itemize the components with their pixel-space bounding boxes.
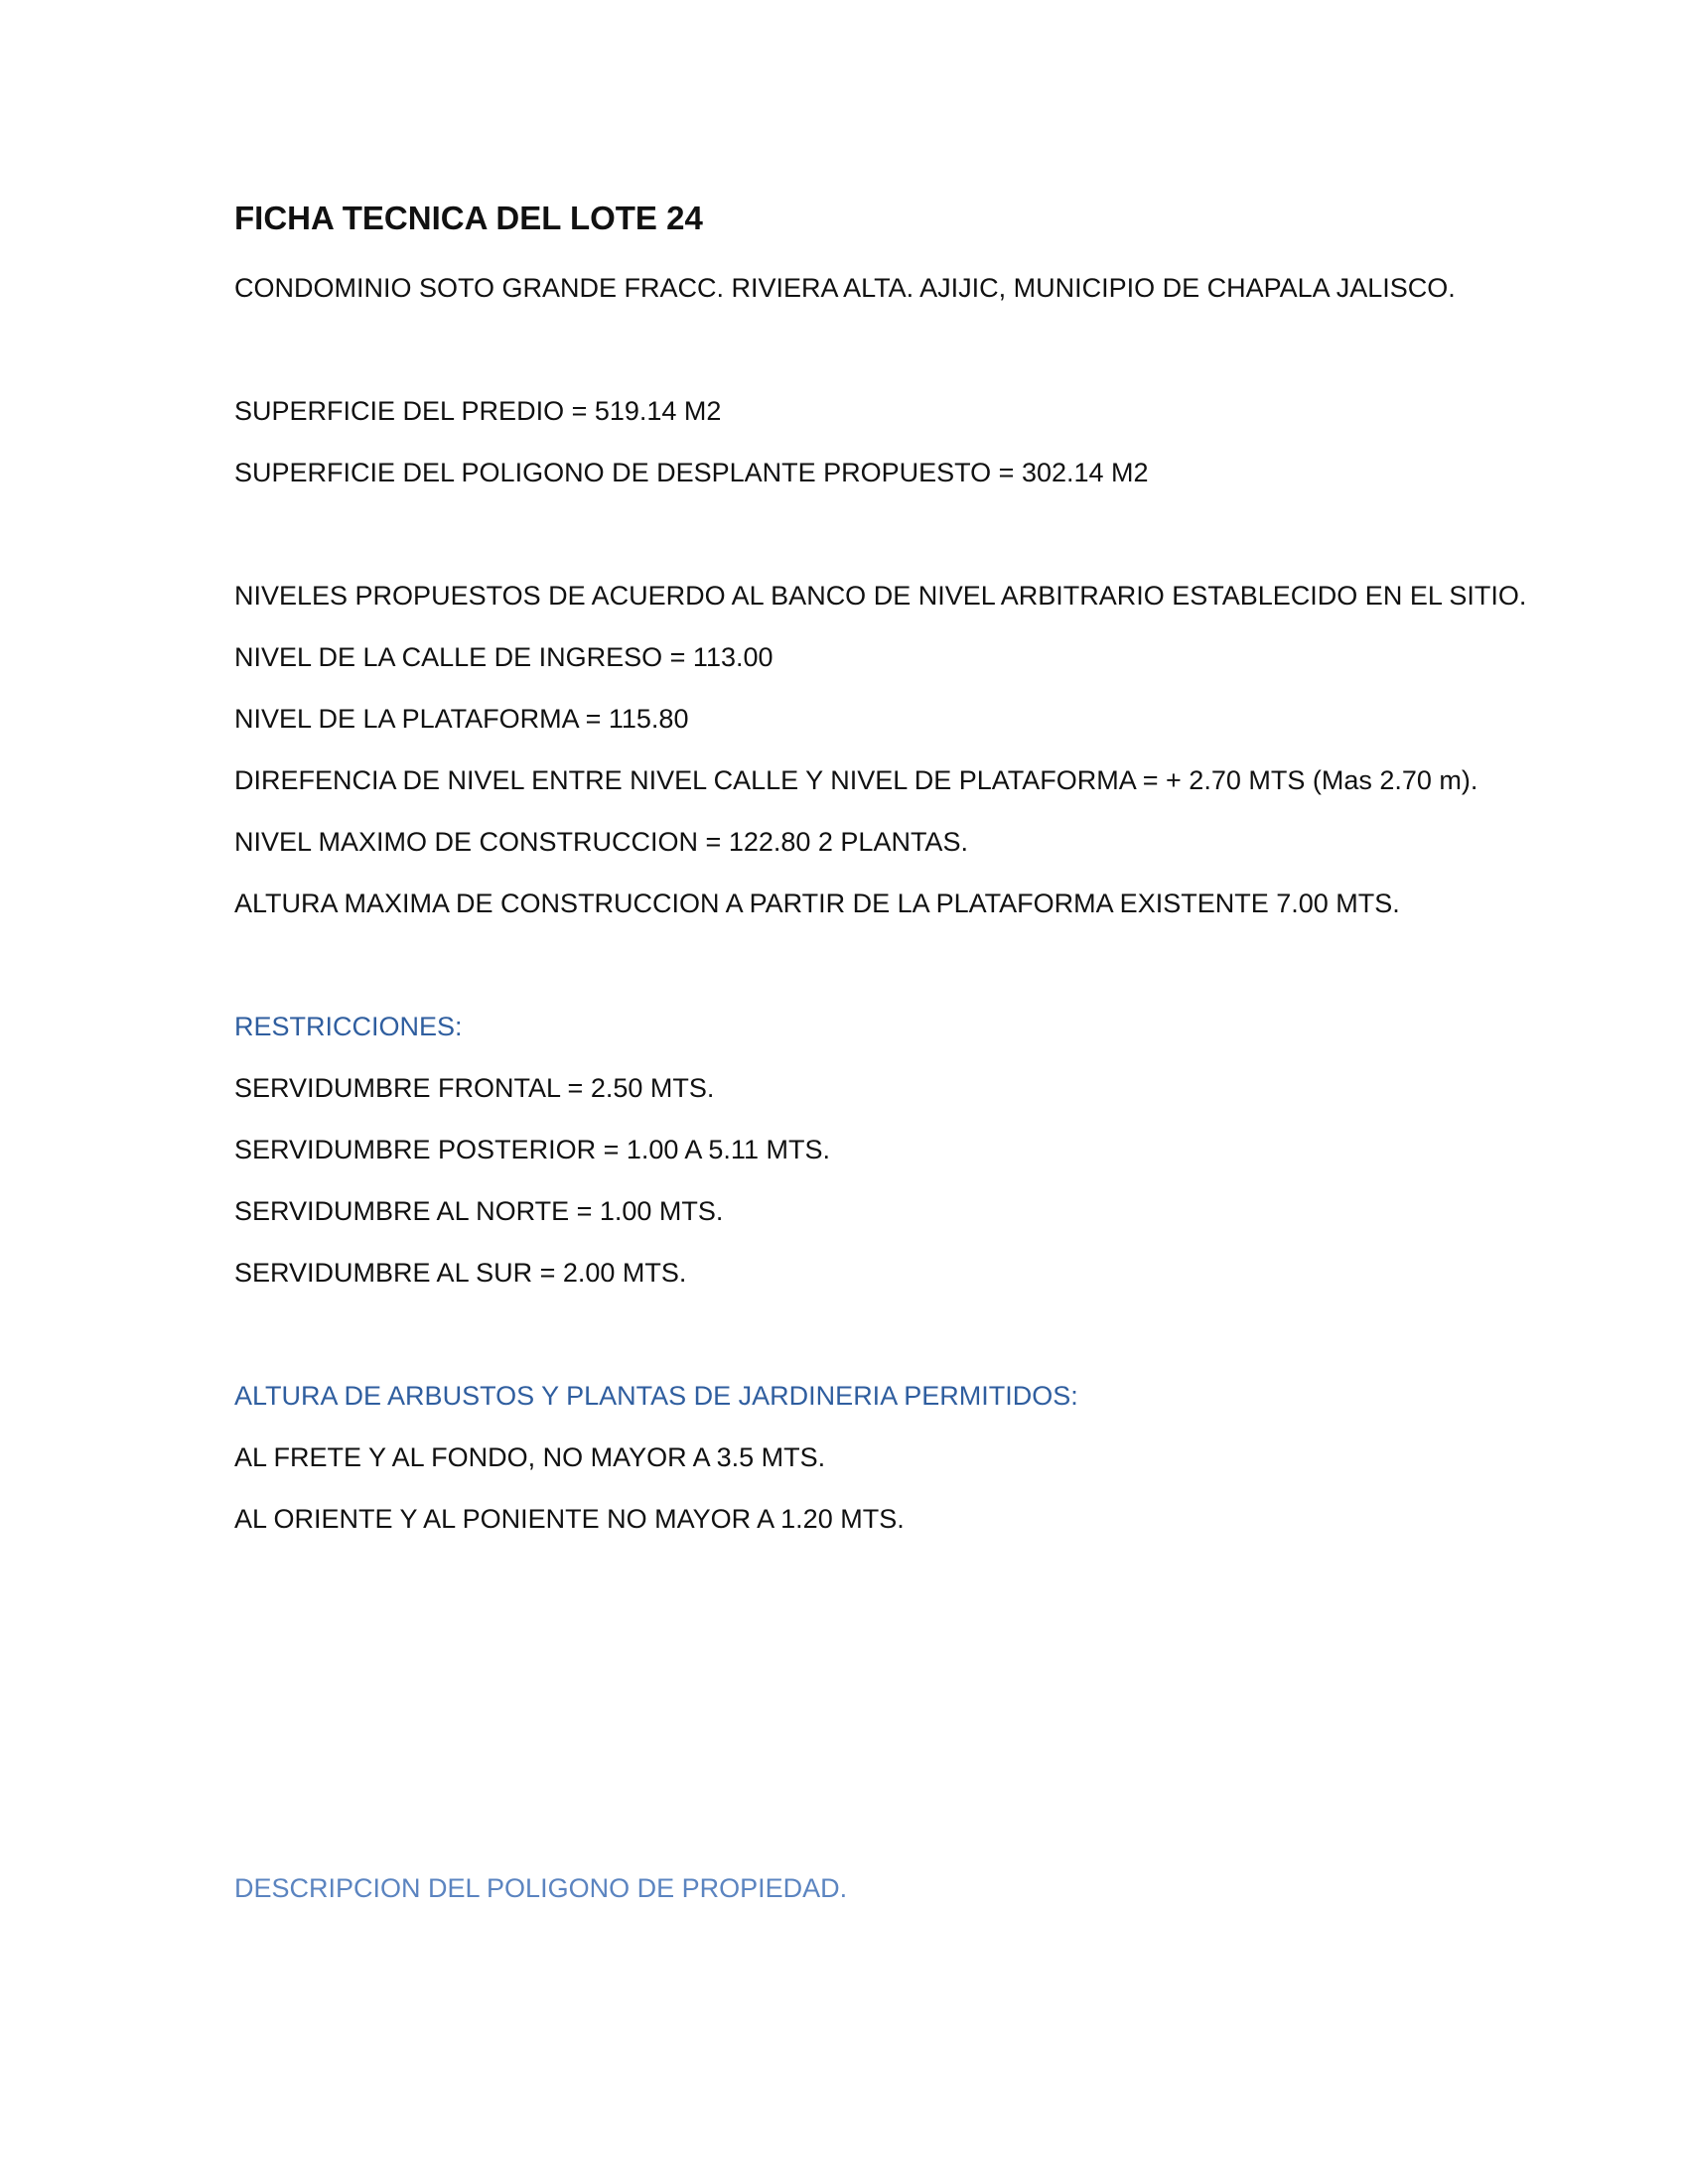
level-plataforma: NIVEL DE LA PLATAFORMA = 115.80 <box>234 704 689 734</box>
plants-frente-fondo: AL FRETE Y AL FONDO, NO MAYOR A 3.5 MTS. <box>234 1442 826 1472</box>
document-title: FICHA TECNICA DEL LOTE 24 <box>234 200 703 236</box>
restriction-posterior: SERVIDUMBRE POSTERIOR = 1.00 A 5.11 MTS. <box>234 1135 830 1164</box>
plants-oriente-poniente: AL ORIENTE Y AL PONIENTE NO MAYOR A 1.20 MTS. <box>234 1504 905 1534</box>
plants-heading: ALTURA DE ARBUSTOS Y PLANTAS DE JARDINERIA PERMITIDOS: <box>234 1381 1078 1411</box>
polygon-heading: DESCRIPCION DEL POLIGONO DE PROPIEDAD. <box>234 1873 848 1903</box>
document-subtitle: CONDOMINIO SOTO GRANDE FRACC. RIVIERA ALTA. AJIJIC, MUNICIPIO DE CHAPALA JALISCO. <box>234 273 1456 303</box>
restrictions-heading: RESTRICCIONES: <box>234 1012 463 1041</box>
area-predio: SUPERFICIE DEL PREDIO = 519.14 M2 <box>234 396 722 426</box>
level-diferencia: DIREFENCIA DE NIVEL ENTRE NIVEL CALLE Y NIVEL DE PLATAFORMA = + 2.70 MTS (Mas 2.70 m). <box>234 765 1478 795</box>
altura-maxima-construccion: ALTURA MAXIMA DE CONSTRUCCION A PARTIR DE LA PLATAFORMA EXISTENTE 7.00 MTS. <box>234 888 1400 918</box>
restriction-sur: SERVIDUMBRE AL SUR = 2.00 MTS. <box>234 1258 687 1288</box>
levels-intro: NIVELES PROPUESTOS DE ACUERDO AL BANCO DE NIVEL ARBITRARIO ESTABLECIDO EN EL SITIO. <box>234 581 1527 611</box>
restriction-frontal: SERVIDUMBRE FRONTAL = 2.50 MTS. <box>234 1073 715 1103</box>
level-calle-ingreso: NIVEL DE LA CALLE DE INGRESO = 113.00 <box>234 642 774 672</box>
area-poligono-desplante: SUPERFICIE DEL POLIGONO DE DESPLANTE PROPUESTO = 302.14 M2 <box>234 458 1149 487</box>
restriction-norte: SERVIDUMBRE AL NORTE = 1.00 MTS. <box>234 1196 724 1226</box>
level-maximo-construccion: NIVEL MAXIMO DE CONSTRUCCION = 122.80 2 PLANTAS. <box>234 827 968 857</box>
